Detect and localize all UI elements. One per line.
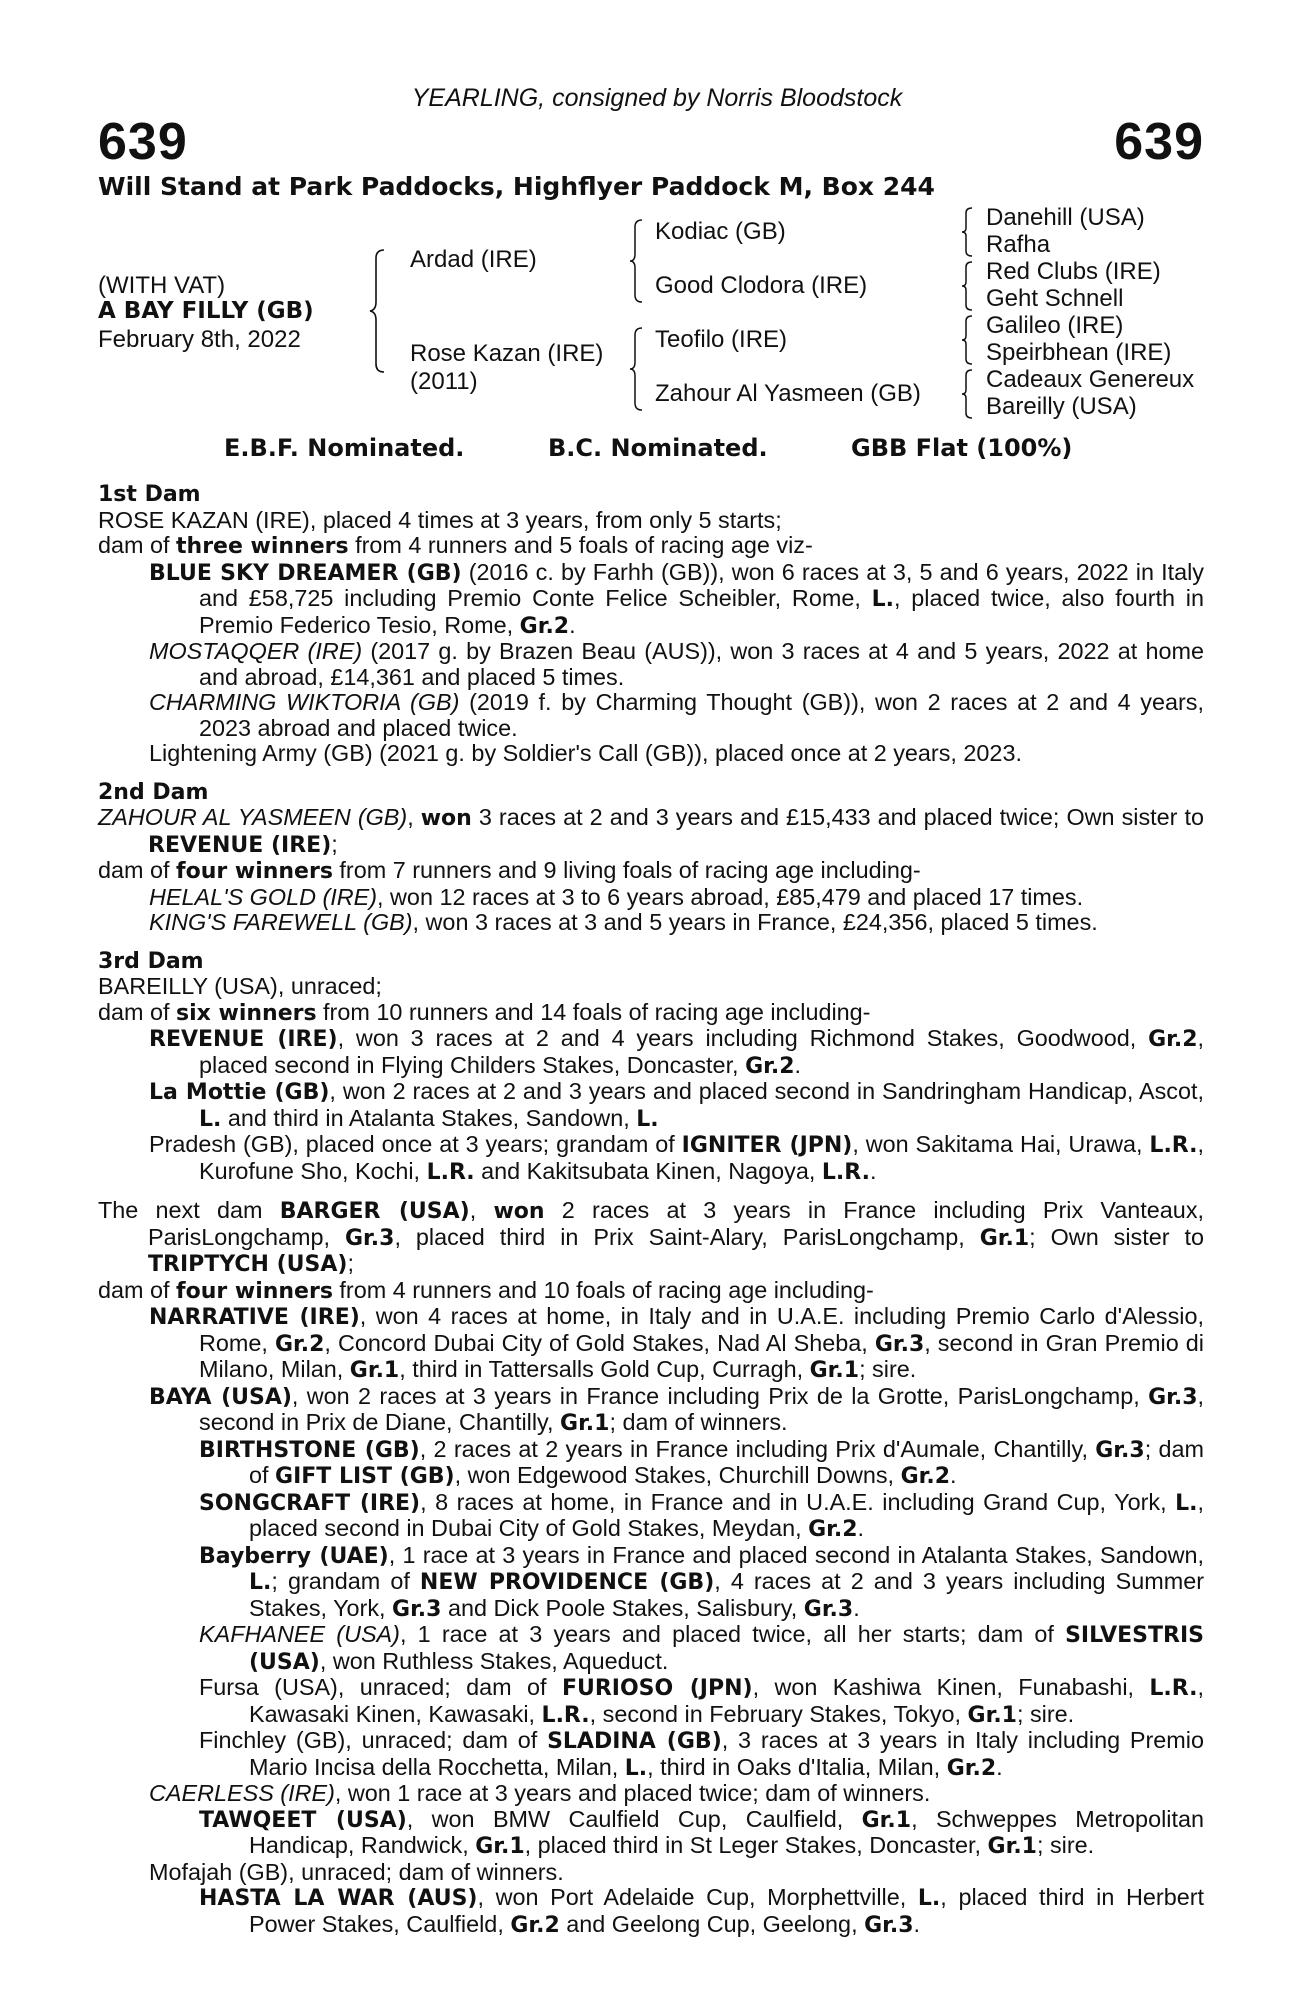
bc-nomination: B.C. Nominated. bbox=[548, 434, 768, 462]
stand-location: Will Stand at Park Paddocks, Highflyer Paddock M, Box 244 bbox=[98, 172, 935, 201]
great-grandparent-3: Red Clubs (IRE) bbox=[986, 258, 1161, 285]
consignment-line: YEARLING, consigned by Norris Bloodstock bbox=[411, 84, 903, 112]
grand-progeny-entry: TAWQEET (USA), won BMW Caulfield Cup, Caulfield, Gr.1, Schweppes Metropolitan Handicap, Randwick, Gr.1, placed third in St Leger Stakes, Doncaster, Gr.1; sire. bbox=[199, 1805, 1204, 1859]
grand-progeny-entry: Fursa (USA), unraced; dam of FURIOSO (JPN), won Kashiwa Kinen, Funabashi, L.R., Kawasaki Kinen, Kawasaki, L.R., second in February Stakes, Tokyo, Gr.1; sire. bbox=[199, 1674, 1204, 1728]
progeny-entry: CAERLESS (IRE), won 1 race at 3 years and placed twice; dam of winners. bbox=[149, 1780, 931, 1806]
great-grandparent-4: Geht Schnell bbox=[986, 285, 1124, 312]
bracket-g1 bbox=[962, 206, 978, 258]
third-dam-heading: 3rd Dam bbox=[98, 948, 204, 974]
next-dam-produce-summary: dam of four winners from 4 runners and 10 foals of racing age including- bbox=[98, 1276, 874, 1304]
dam-sire: Teofilo (IRE) bbox=[655, 326, 788, 353]
great-grandparent-6: Speirbhean (IRE) bbox=[986, 339, 1172, 366]
sire: Ardad (IRE) bbox=[410, 246, 537, 273]
catalogue-body bbox=[98, 482, 1204, 1938]
second-dam-heading: 2nd Dam bbox=[98, 779, 209, 805]
grand-progeny-entry: HASTA LA WAR (AUS), won Port Adelaide Cup, Morphettville, L., placed third in Herbert Power Stakes, Caulfield, Gr.2 and Geelong Cup, Geelong, Gr.3. bbox=[199, 1884, 1204, 1938]
second-dam-line: ZAHOUR AL YASMEEN (GB), won 3 races at 2 and 3 years and £15,433 and placed twice; Own sister to REVENUE (IRE); bbox=[98, 804, 1204, 858]
bracket-g3 bbox=[962, 314, 978, 366]
grand-progeny-entry: BIRTHSTONE (GB), 2 races at 2 years in France including Prix d'Aumale, Chantilly, Gr.3; dam of GIFT LIST (GB), won Edgewood Stakes, Churchill Downs, Gr.2. bbox=[199, 1435, 1204, 1489]
bracket-main bbox=[370, 248, 390, 374]
bracket-dam bbox=[630, 326, 648, 412]
great-grandparent-7: Cadeaux Genereux bbox=[986, 366, 1195, 393]
progeny-entry: NARRATIVE (IRE), won 4 races at home, in Italy and in U.A.E. including Premio Carlo d'Alessio, Rome, Gr.2, Concord Dubai City of Gold Stakes, Nad Al Sheba, Gr.3, second in Gran Premio di Milano, Milan, Gr.1, third in Tattersalls Gold Cup, Curragh, Gr.1; sire. bbox=[149, 1303, 1204, 1383]
third-dam-section bbox=[98, 949, 1204, 1186]
progeny-entry: Pradesh (GB), placed once at 3 years; grandam of IGNITER (JPN), won Sakitama Hai, Urawa, L.R., Kurofune Sho, Kochi, L.R. and Kakitsubata Kinen, Nagoya, L.R.. bbox=[149, 1131, 1205, 1185]
bracket-g2 bbox=[962, 260, 978, 312]
second-dam-section bbox=[98, 780, 1204, 936]
great-grandparent-5: Galileo (IRE) bbox=[986, 312, 1124, 339]
dam-year: (2011) bbox=[410, 368, 478, 395]
bracket-sire bbox=[630, 218, 648, 304]
great-grandparent-1: Danehill (USA) bbox=[986, 204, 1145, 231]
third-dam-produce-summary: dam of six winners from 10 runners and 14 foals of racing age including- bbox=[98, 998, 871, 1026]
progeny-entry: REVENUE (IRE), won 3 races at 2 and 4 years including Richmond Stakes, Goodwood, Gr.2, placed second in Flying Childers Stakes, Doncaster, Gr.2. bbox=[149, 1025, 1204, 1079]
vat-note: (WITH VAT) bbox=[98, 272, 226, 299]
sire-dam: Good Clodora (IRE) bbox=[655, 272, 868, 299]
dam-dam: Zahour Al Yasmeen (GB) bbox=[655, 380, 921, 407]
foaling-date: February 8th, 2022 bbox=[98, 326, 301, 353]
first-dam-section bbox=[98, 482, 1204, 767]
grand-progeny-entry: Bayberry (UAE), 1 race at 3 years in France and placed second in Atalanta Stakes, Sandown, L.; grandam of NEW PROVIDENCE (GB), 4 races at 2 and 3 years including Summer Stakes, York, Gr.3 and Dick Poole Stakes, Salisbury, Gr.3. bbox=[199, 1541, 1205, 1622]
dam: Rose Kazan (IRE) bbox=[410, 340, 604, 367]
progeny-entry: MOSTAQQER (IRE) (2017 g. by Brazen Beau (AUS)), won 3 races at 4 and 5 years, 2022 at home and abroad, £14,361 and placed 5 times. bbox=[149, 638, 1204, 690]
grand-progeny-entry: Finchley (GB), unraced; dam of SLADINA (GB), 3 races at 3 years in Italy including Premio Mario Incisa della Rocchetta, Milan, L., third in Oaks d'Italia, Milan, Gr.2. bbox=[199, 1727, 1204, 1781]
progeny-entry: KING'S FAREWELL (GB), won 3 races at 3 and 5 years in France, £24,356, placed 5 times. bbox=[149, 909, 1098, 935]
progeny-entry: BLUE SKY DREAMER (GB) (2016 c. by Farhh (GB)), won 6 races at 3, 5 and 6 years, 2022 in Italy and £58,725 including Premio Conte Felice Scheibler, Rome, L., placed twice, also fourth in Premio Federico Tesio, Rome, Gr.2. bbox=[149, 558, 1204, 639]
grand-progeny-entry: KAFHANEE (USA), 1 race at 3 years and placed twice, all her starts; dam of SILVESTRIS (USA), won Ruthless Stakes, Aqueduct. bbox=[199, 1621, 1204, 1675]
progeny-entry: Mofajah (GB), unraced; dam of winners. bbox=[149, 1858, 564, 1885]
sire-sire: Kodiac (GB) bbox=[655, 218, 786, 245]
bracket-g4 bbox=[962, 368, 978, 420]
ebf-nomination: E.B.F. Nominated. bbox=[224, 434, 465, 462]
progeny-entry: CHARMING WIKTORIA (GB) (2019 f. by Charming Thought (GB)), won 2 races at 2 and 4 years, 2023 abroad and placed twice. bbox=[149, 689, 1204, 741]
third-dam-line: BAREILLY (USA), unraced; bbox=[98, 973, 382, 999]
first-dam-line: ROSE KAZAN (IRE), placed 4 times at 3 years, from only 5 starts; bbox=[98, 506, 782, 533]
second-dam-produce-summary: dam of four winners from 7 runners and 9 living foals of racing age including- bbox=[98, 857, 921, 884]
next-dam-line: The next dam BARGER (USA), won 2 races at 3 years in France including Prix Vanteaux, ParisLongchamp, Gr.3, placed third in Prix Saint-Alary, ParisLongchamp, Gr.1; Own sister to TRIPTYCH (USA); bbox=[98, 1197, 1205, 1277]
next-dam-section bbox=[98, 1198, 1204, 1938]
progeny-entry: BAYA (USA), won 2 races at 3 years in France including Prix de la Grotte, ParisLongchamp, Gr.3, second in Prix de Diane, Chantilly, Gr.1; dam of winners. bbox=[149, 1382, 1204, 1436]
horse-name: A BAY FILLY (GB) bbox=[98, 298, 314, 324]
great-grandparent-2: Rafha bbox=[986, 231, 1051, 258]
progeny-entry: La Mottie (GB), won 2 races at 2 and 3 years and placed second in Sandringham Handicap, Ascot, L. and third in Atalanta Stakes, Sandown, L. bbox=[149, 1078, 1204, 1132]
lot-number-right: 639 bbox=[1114, 113, 1204, 171]
progeny-entry: HELAL'S GOLD (IRE), won 12 races at 3 to 6 years abroad, £85,479 and placed 17 times. bbox=[149, 883, 1084, 910]
gbb-flat: GBB Flat (100%) bbox=[851, 434, 1073, 462]
great-grandparent-8: Bareilly (USA) bbox=[986, 393, 1137, 420]
progeny-entry: Lightening Army (GB) (2021 g. by Soldier's Call (GB)), placed once at 2 years, 2023. bbox=[149, 740, 1022, 766]
lot-number-left: 639 bbox=[98, 113, 188, 171]
first-dam-heading: 1st Dam bbox=[98, 482, 201, 507]
first-dam-produce-summary: dam of three winners from 4 runners and 5 foals of racing age viz- bbox=[98, 532, 813, 559]
grand-progeny-entry: SONGCRAFT (IRE), 8 races at home, in France and in U.A.E. including Grand Cup, York, L., placed second in Dubai City of Gold Stakes, Meydan, Gr.2. bbox=[199, 1488, 1204, 1542]
